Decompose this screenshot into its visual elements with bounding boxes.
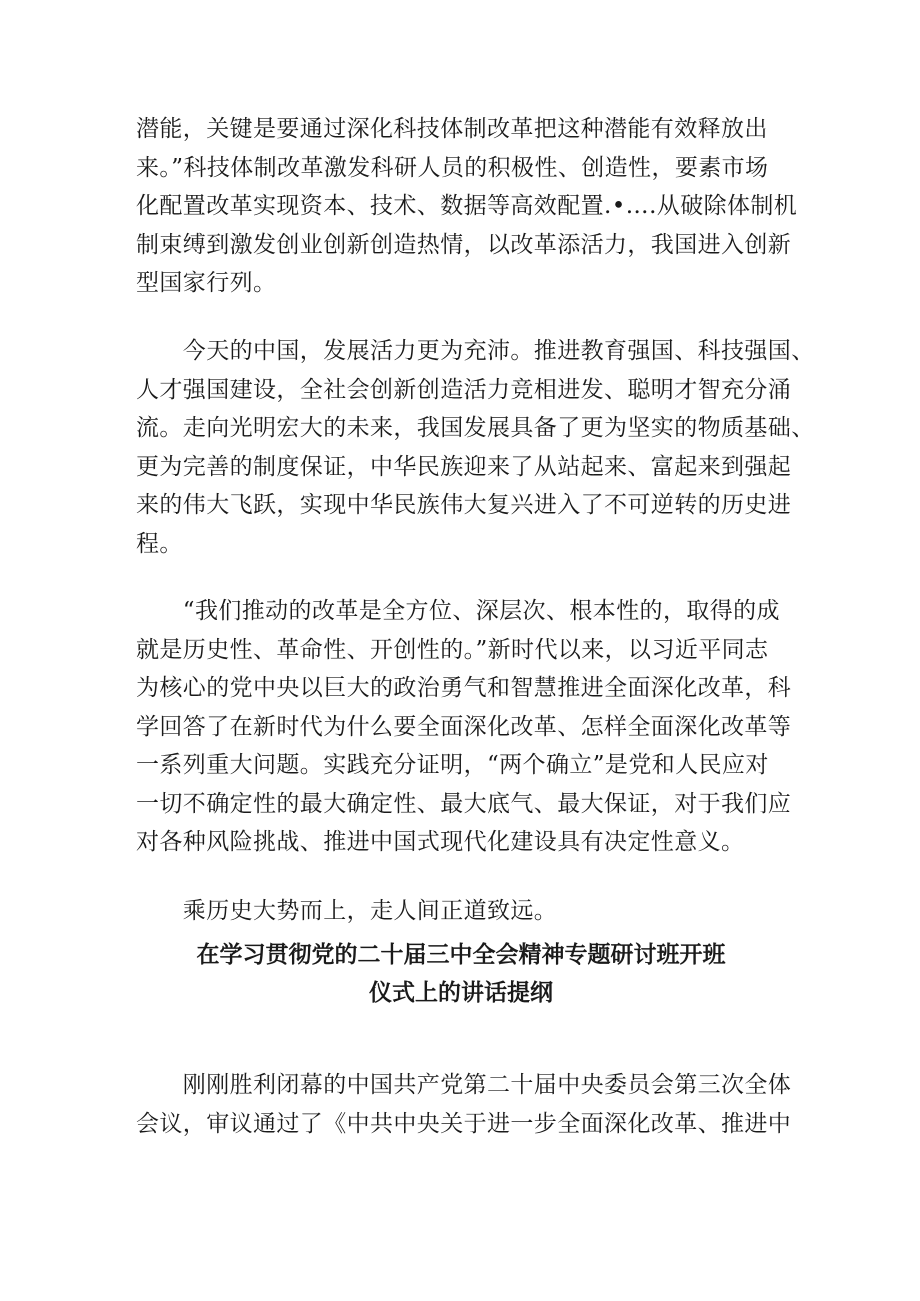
text-line: 刚刚胜利闭幕的中国共产党第二十届中央委员会第三次全体 <box>136 1072 792 1098</box>
heading-line: 仪式上的讲话提纲 <box>369 980 553 1006</box>
text-line: 就是历史性、革命性、开创性的。”新时代以来，以习近平同志 <box>136 636 769 663</box>
text-line: 学回答了在新时代为什么要全面深化改革、怎样全面深化改革等 <box>136 713 792 740</box>
text-line: 为核心的党中央以巨大的政治勇气和智慧推进全面深化改革，科 <box>136 675 792 701</box>
text-line: 乘历史大势而上，走人间正道致远。 <box>136 898 558 924</box>
text-line: 化配置改革实现资本、技术、数据等高效配置.•….从破除体制机 <box>136 193 798 219</box>
text-line: “我们推动的改革是全方位、深层次、根本性的，取得的成 <box>136 598 780 624</box>
text-line: 一切不确定性的最大确定性、最大底气、最大保证，对于我们应 <box>136 790 792 817</box>
heading-line: 在学习贯彻党的二十届三中全会精神专题研讨班开班 <box>196 942 726 968</box>
paragraph-5 <box>136 1066 792 1143</box>
text-line: 流。走向光明宏大的未来，我国发展具备了更为坚实的物质基础、 <box>136 415 815 441</box>
text-line: 今天的中国，发展活力更为充沛。推进教育强国、科技强国、 <box>136 338 815 364</box>
paragraph-4 <box>136 892 786 931</box>
text-line: 一系列重大问题。实践充分证明，“两个确立”是党和人民应对 <box>136 752 769 778</box>
paragraph-3 <box>136 592 792 862</box>
text-line: 人才强国建设，全社会创新创造活力竞相进发、聪明才智充分涌 <box>136 376 792 403</box>
text-line: 型国家行列。 <box>136 270 277 296</box>
text-line: 来的伟大飞跃，实现中华民族伟大复兴进入了不可逆转的历史进 <box>136 492 792 518</box>
section-heading <box>136 936 786 1012</box>
text-line: 对各种风险挑战、推进中国式现代化建设具有决定性意义。 <box>136 829 745 855</box>
text-line: 制束缚到激发创业创新创造热情，以改革添活力，我国进入创新 <box>136 231 792 258</box>
text-line: 来。”科技体制改革激发科研人员的积极性、创造性，要素市场 <box>136 154 769 181</box>
paragraph-2 <box>136 332 815 563</box>
text-line: 会议，审议通过了《中共中央关于进一步全面深化改革、推进中 <box>136 1110 792 1137</box>
text-line: 更为完善的制度保证，中华民族迎来了从站起来、富起来到强起 <box>136 453 792 480</box>
paragraph-1 <box>136 110 798 303</box>
text-line: 程。 <box>136 530 183 557</box>
text-line: 潜能，关键是要通过深化科技体制改革把这种潜能有效释放出 <box>136 116 768 142</box>
